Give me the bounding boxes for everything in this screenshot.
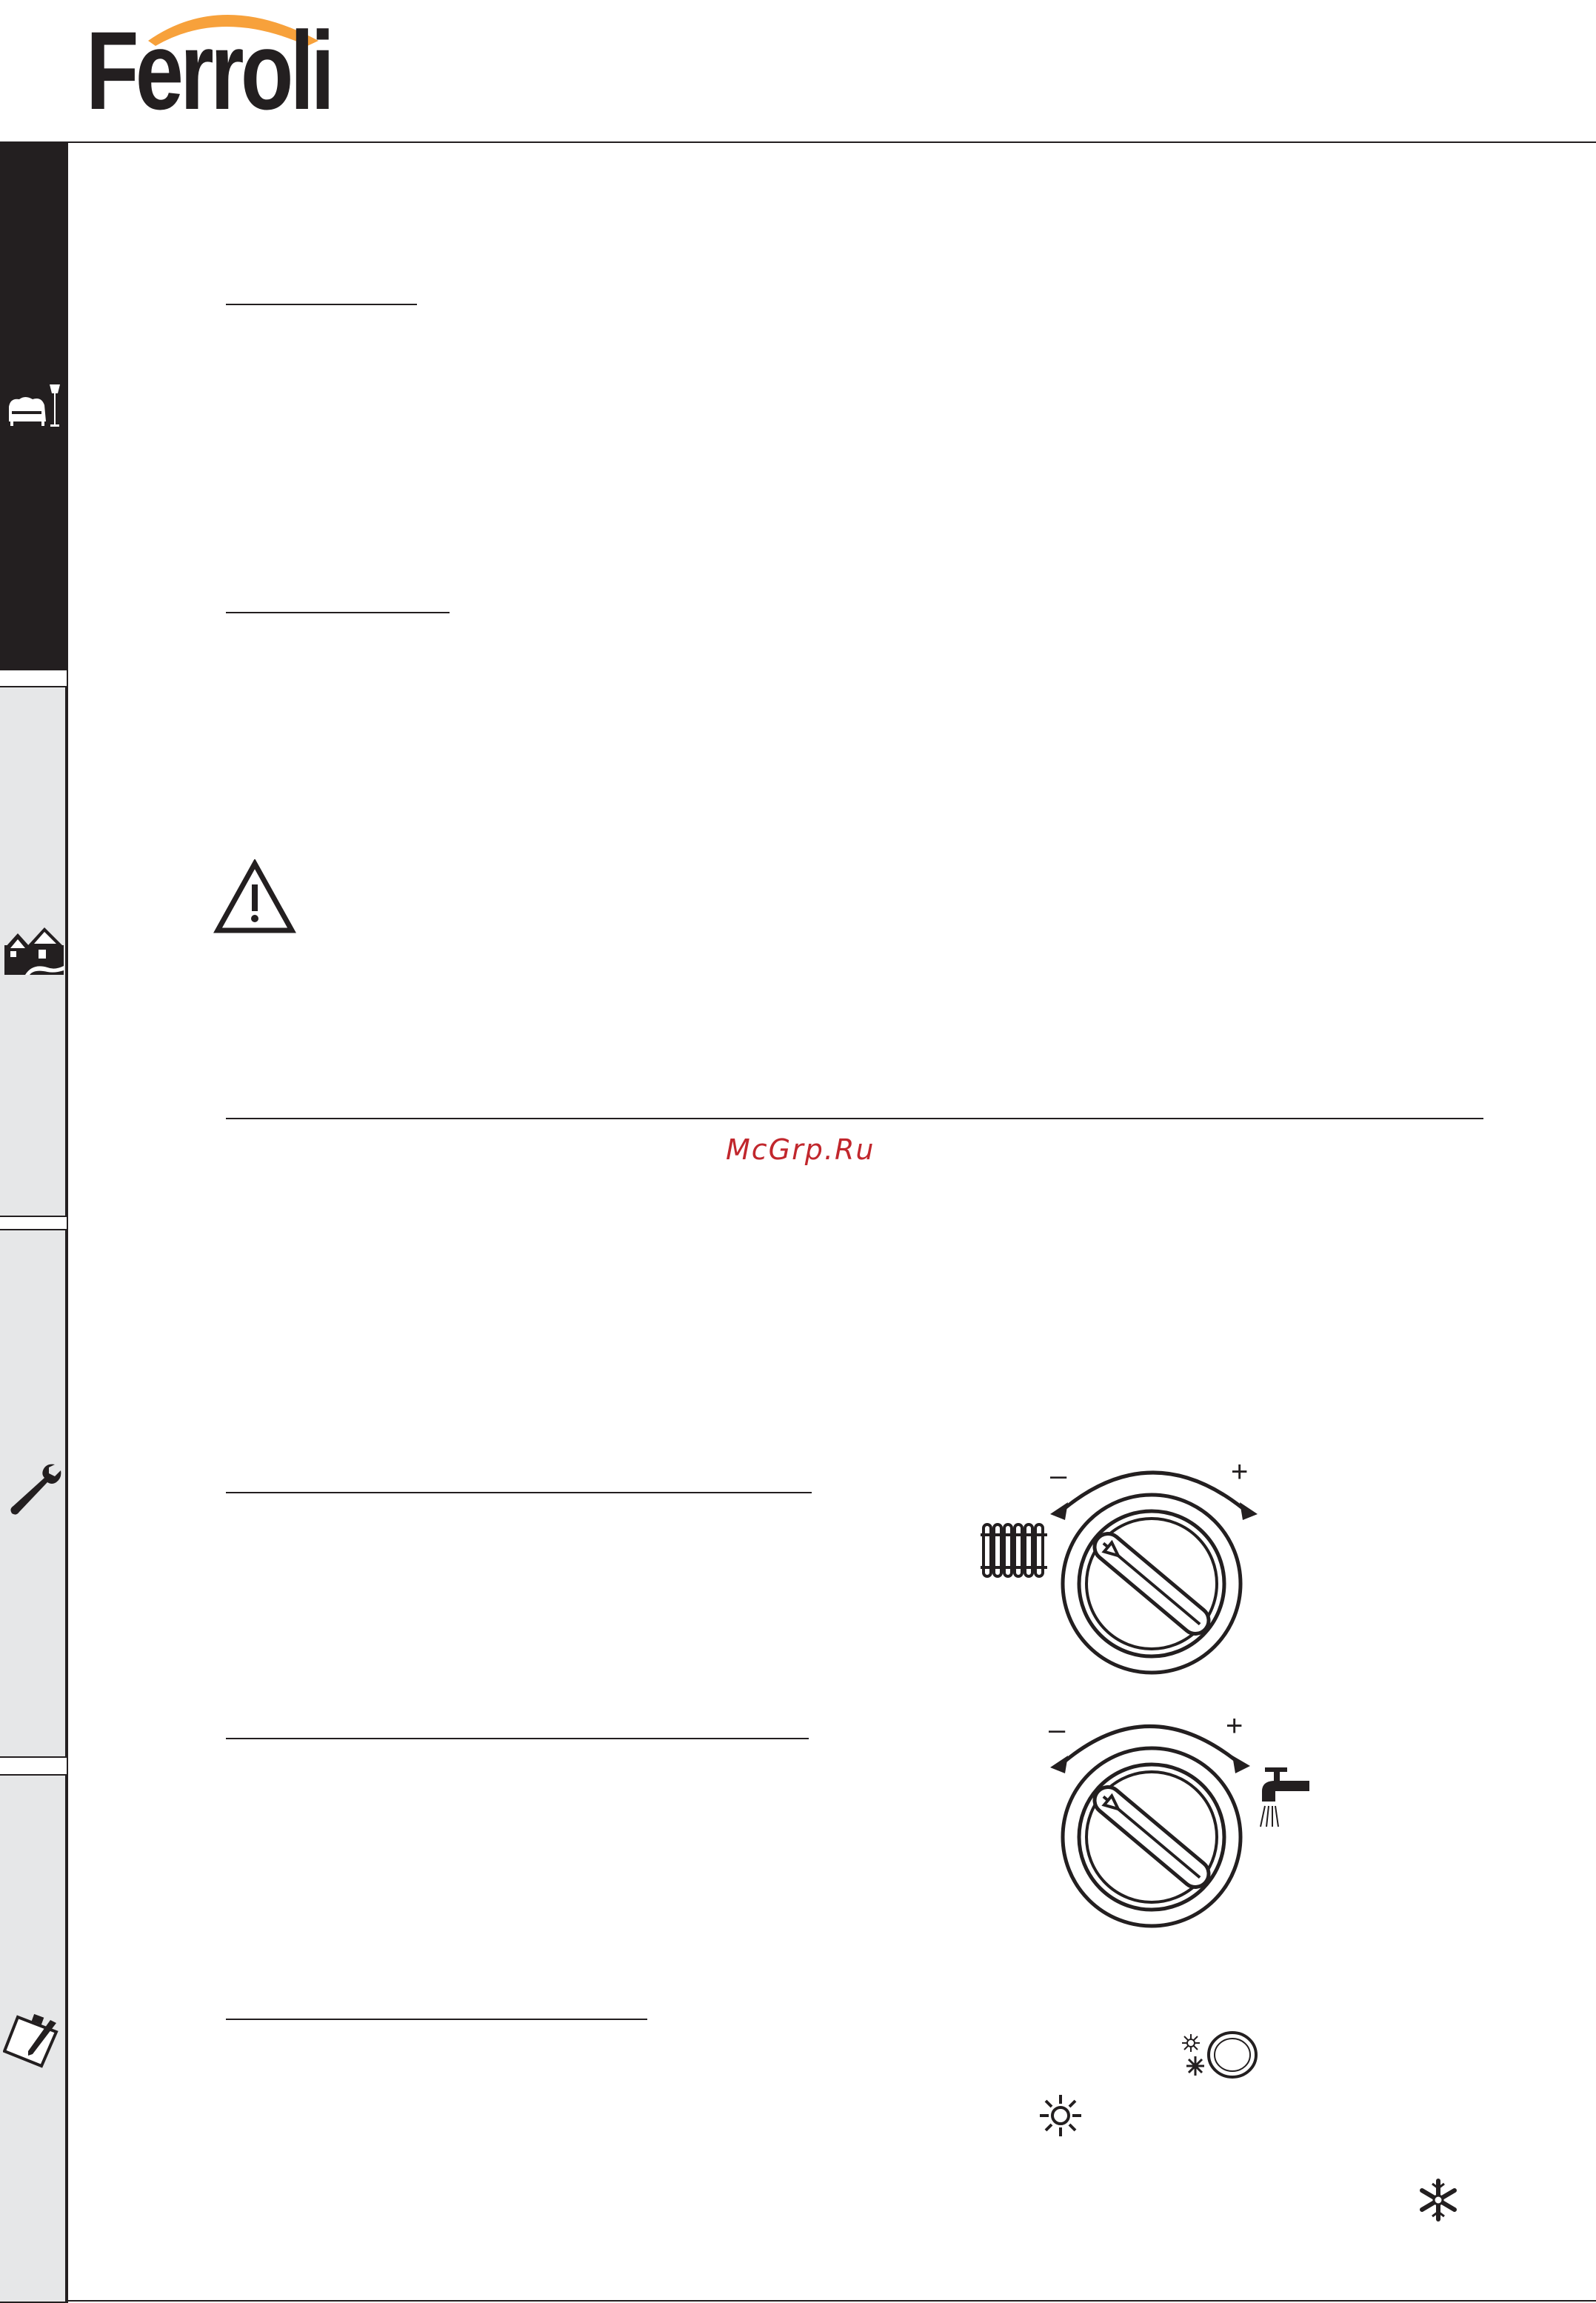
ferroli-logo: [81, 0, 363, 137]
section-heading-rule: [226, 1492, 812, 1493]
dhw-minus-label: –: [1049, 1713, 1066, 1746]
houses-icon: [3, 919, 64, 979]
watermark-text: McGrp.Ru: [726, 1133, 875, 1166]
armchair-lamp-icon: [3, 379, 64, 439]
logo-text: Ferroli: [86, 8, 332, 133]
page-bottom-rule: [67, 2300, 1596, 2302]
warning-triangle-icon: [213, 859, 296, 935]
dhw-temperature-knob[interactable]: [1044, 1704, 1318, 1933]
heating-minus-label: –: [1050, 1459, 1067, 1492]
section-heading-rule: [226, 2019, 647, 2020]
dhw-plus-label: +: [1226, 1710, 1243, 1742]
sun-icon: [1037, 2092, 1084, 2139]
summer-winter-button-icon[interactable]: [1178, 2030, 1259, 2082]
section-heading-rule: [226, 612, 450, 613]
wrench-icon: [3, 1460, 64, 1521]
section-heading-rule: [226, 1738, 809, 1739]
side-tab-service[interactable]: [0, 1229, 67, 1758]
content-frame-left: [67, 141, 68, 2303]
heating-plus-label: +: [1231, 1456, 1249, 1488]
side-tab-user[interactable]: [0, 143, 67, 670]
chapter-divider-rule: [226, 1118, 1483, 1119]
radiator-icon: [981, 1524, 1049, 1576]
header-rule: [0, 141, 1596, 143]
heating-temperature-knob[interactable]: [970, 1452, 1266, 1682]
section-heading-rule: [226, 304, 417, 305]
tap-icon: [1261, 1767, 1309, 1827]
side-tab-installer[interactable]: [0, 686, 67, 1217]
snowflake-icon: [1416, 2178, 1460, 2222]
clipboard-pencil-icon: [3, 2010, 64, 2070]
side-tab-technical-data[interactable]: [0, 1774, 67, 2303]
